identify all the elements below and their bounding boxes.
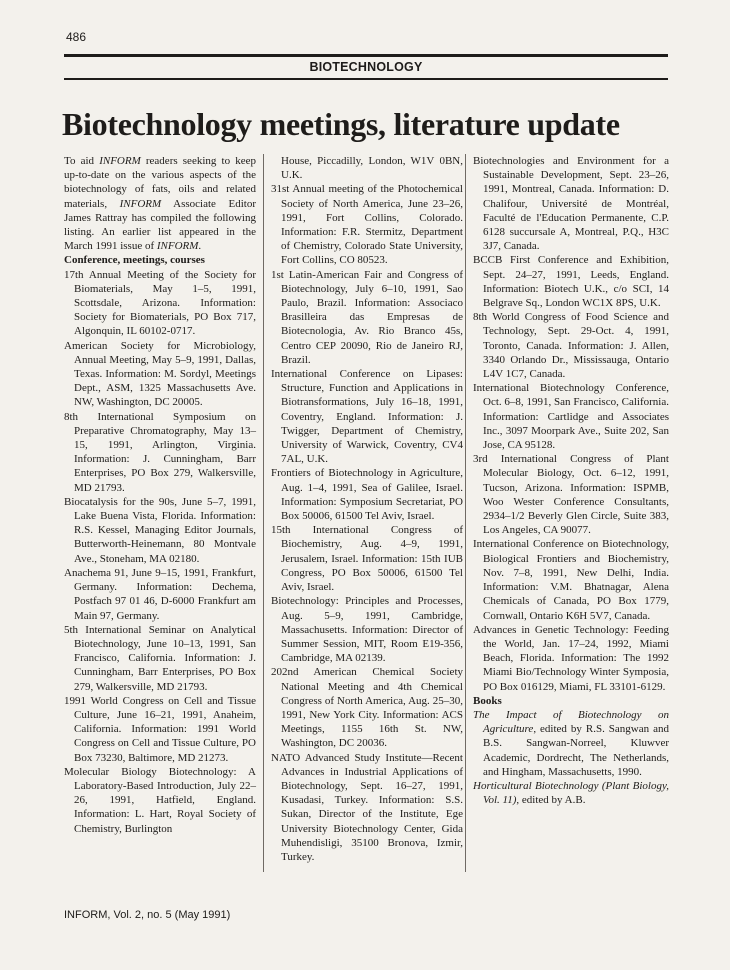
section-heading: BIOTECHNOLOGY <box>309 60 423 74</box>
meeting-entry: American Society for Microbiology, Annual Meeting, May 5–9, 1991, Dallas, Texas. Information: M. Sordyl, Meetings Dept., ASM, 1325 Massachusetts Ave. NW, Washington, DC 20005. <box>64 339 256 409</box>
meeting-entry: 15th International Congress of Biochemistry, Aug. 4–9, 1991, Jerusalem, Israel. Information: 15th IUB Congress, PO Box 50006, 61500 Tel Aviv, Israel. <box>271 524 463 594</box>
meeting-entry: Biotechnology: Principles and Processes, Aug. 5–9, 1991, Cambridge, Massachusetts. Information: Director of Summer Session, MIT, Room E19-356, Cambridge, MA 02139. <box>271 595 463 665</box>
books-heading: Books <box>473 694 502 707</box>
header-rule-bottom <box>64 78 668 80</box>
intro-paragraph: To aid INFORM readers seeking to keep up-to-date on the various aspects of the biotechnology of fats, oils and related materials, INFORM Associate Editor James Rattray has compiled the following listing. An earlier list appeared in the March 1991 issue of INFORM. <box>64 155 256 253</box>
meeting-entry: BCCB First Conference and Exhibition, Sept. 24–27, 1991, Leeds, England. Information: Biotech U.K., c/o SCI, 14 Belgrave Sq., London WC1X 8PS, U.K. <box>473 254 669 310</box>
header-rule-top <box>64 54 668 57</box>
meeting-entry: 31st Annual meeting of the Photochemical Society of North America, June 23–26, 1991, Fort Collins, Colorado. Information: F.R. Stermitz, Department of Chemistry, Colorado State University, Fort Collins, CO 80523. <box>271 183 463 267</box>
meeting-entry: 17th Annual Meeting of the Society for Biomaterials, May 1–5, 1991, Scottsdale, Arizona. Information: Society for Biomaterials, PO Box 717, Algonquin, IL 60102-0717. <box>64 268 256 338</box>
meeting-entry: International Biotechnology Conference, Oct. 6–8, 1991, San Francisco, California. Information: Cartlidge and Associates Inc., 3097 Moorpark Ave., Suite 202, San Jose, CA 95128. <box>473 382 669 452</box>
meeting-entry: Anachema 91, June 9–15, 1991, Frankfurt, Germany. Information: Dechema, Postfach 97 01 46, D-6000 Frankfurt am Main 97, Germany. <box>64 566 256 622</box>
meeting-entry: Frontiers of Biotechnology in Agriculture, Aug. 1–4, 1991, Sea of Galilee, Israel. Information: Symposium Secretariat, PO Box 50006, 61500 Tel Aviv, Israel. <box>271 467 463 523</box>
meeting-entry: International Conference on Lipases: Structure, Function and Applications in Biotransformations, July 16–18, 1991, Coventry, England. Information: J. Twigger, Department of Chemistry, University of Warwick, Coventry, CV4 7AL, U.K. <box>271 368 463 466</box>
column-1 <box>64 154 256 836</box>
column-3 <box>473 154 669 807</box>
meeting-entry-continued: House, Piccadilly, London, W1V 0BN, U.K. <box>281 155 463 182</box>
column-divider <box>465 154 466 872</box>
meeting-entry: International Conference on Biotechnology, Biological Frontiers and Biochemistry, Nov. 7–8, 1991, New Delhi, India. Information: V.M. Bhatnagar, Alena Chemicals of Canada, PO Box 1779, Cornwall, Ontario K6H 5V7, Canada. <box>473 538 669 622</box>
column-divider <box>263 154 264 872</box>
meeting-entry: 8th World Congress of Food Science and Technology, Sept. 29-Oct. 4, 1991, Toronto, Canada. Information: J. Allen, 3340 Orlando Dr., Mississauga, Ontario L4V 1C7, Canada. <box>473 311 669 381</box>
meeting-entry: Biocatalysis for the 90s, June 5–7, 1991, Lake Buena Vista, Florida. Information: R.S. Kessel, Managing Editor Journals, Butterworth-Heinemann, 80 Montvale Ave., Stoneham, MA 02180. <box>64 495 256 565</box>
book-entry: The Impact of Biotechnology on Agriculture, edited by R.S. Sangwan and B.S. Sangwan-Norreel, Kluwver Academic, Dordrecht, The Netherlands, and Hingham, Massachusetts, 1990. <box>473 708 669 778</box>
inform-name: INFORM <box>99 155 141 167</box>
meeting-entry: Molecular Biology Biotechnology: A Laboratory-Based Introduction, July 22–26, 1991, Hatfield, England. Information: L. Hart, Royal Society of Chemistry, Burlington <box>64 765 256 835</box>
meeting-entry: 3rd International Congress of Plant Molecular Biology, Oct. 6–12, 1991, Tucson, Arizona. Information: ISPMB, Woo Wester Conference Consultants, 2934–1/2 Beverly Glen Circle, Suite 383, Los Angeles, CA 90077. <box>473 453 669 537</box>
meeting-entry: Advances in Genetic Technology: Feeding the World, Jan. 17–24, 1992, Miami Beach, Florida. Information: The 1992 Miami Bio/Technology Winter Symposia, PO Box 016129, Miami, FL 33101-6129. <box>473 623 669 693</box>
article-title: Biotechnology meetings, literature update <box>62 106 620 142</box>
book-title: Horticultural Biotechnology (Plant Biology, Vol. 11) <box>473 779 669 807</box>
column-2 <box>271 154 463 864</box>
meeting-entry: 1991 World Congress on Cell and Tissue Culture, June 16–21, 1991, Anaheim, California. Information: 1991 World Congress on Cell and Tissue Culture, PO Box 73230, Baltimore, MD 21273. <box>64 694 256 764</box>
inform-name: INFORM <box>156 240 199 253</box>
page-number: 486 <box>66 30 87 44</box>
meeting-entry: 202nd American Chemical Society National Meeting and 4th Chemical Congress of North America, Aug. 25–30, 1991, New York City. Information: ACS Meetings, 1155 16th St. NW, Washington, DC 20036. <box>271 666 463 750</box>
inform-name: INFORM <box>119 197 162 210</box>
meeting-entry: NATO Advanced Study Institute—Recent Advances in Industrial Applications of Biotechnology, Sept. 16–27, 1991, Kusadasi, Turkey. Information: S.S. Sukan, Director of the Institute, Ege University Biotechnology Center, Gida Muhendisligi, 35100 Bronova, Izmir, Turkey. <box>271 751 463 863</box>
meeting-entry: 5th International Seminar on Analytical Biotechnology, June 10–13, 1991, San Francisco, California. Information: J. Cunningham, Barr Enterprises, PO Box 279, Walkersville, MD 21793. <box>64 623 256 693</box>
book-entry: Horticultural Biotechnology (Plant Biology, Vol. 11), edited by A.B. <box>473 779 669 807</box>
book-title: The Impact of Biotechnology on Agriculture <box>473 708 669 736</box>
conferences-heading: Conference, meetings, courses <box>64 254 205 267</box>
footer-citation: INFORM, Vol. 2, no. 5 (May 1991) <box>64 909 231 921</box>
meeting-entry: 8th International Symposium on Preparative Chromatography, May 13–15, 1991, Arlington, Virginia. Information: J. Cunningham, Barr Enterprises, PO Box 279, Walkersville, MD 21793. <box>64 410 256 494</box>
meeting-entry: Biotechnologies and Environment for a Sustainable Development, Sept. 23–26, 1991, Montreal, Canada. Information: D. Chalifour, Université de Montréal, Faculté de l'Education Permanente, C.P. 6128 succursale A, Montreal, P.Q., H3C 3J7, Canada. <box>473 155 669 253</box>
meeting-entry: 1st Latin-American Fair and Congress of Biotechnology, July 6–10, 1991, Sao Paulo, Brazil. Information: Associaco Brasilleira das Empresas de Biotecnologia, Av. Rio Branco 45s, Centro CEP 20090, Rio de Janeiro RJ, Brazil. <box>271 268 463 366</box>
